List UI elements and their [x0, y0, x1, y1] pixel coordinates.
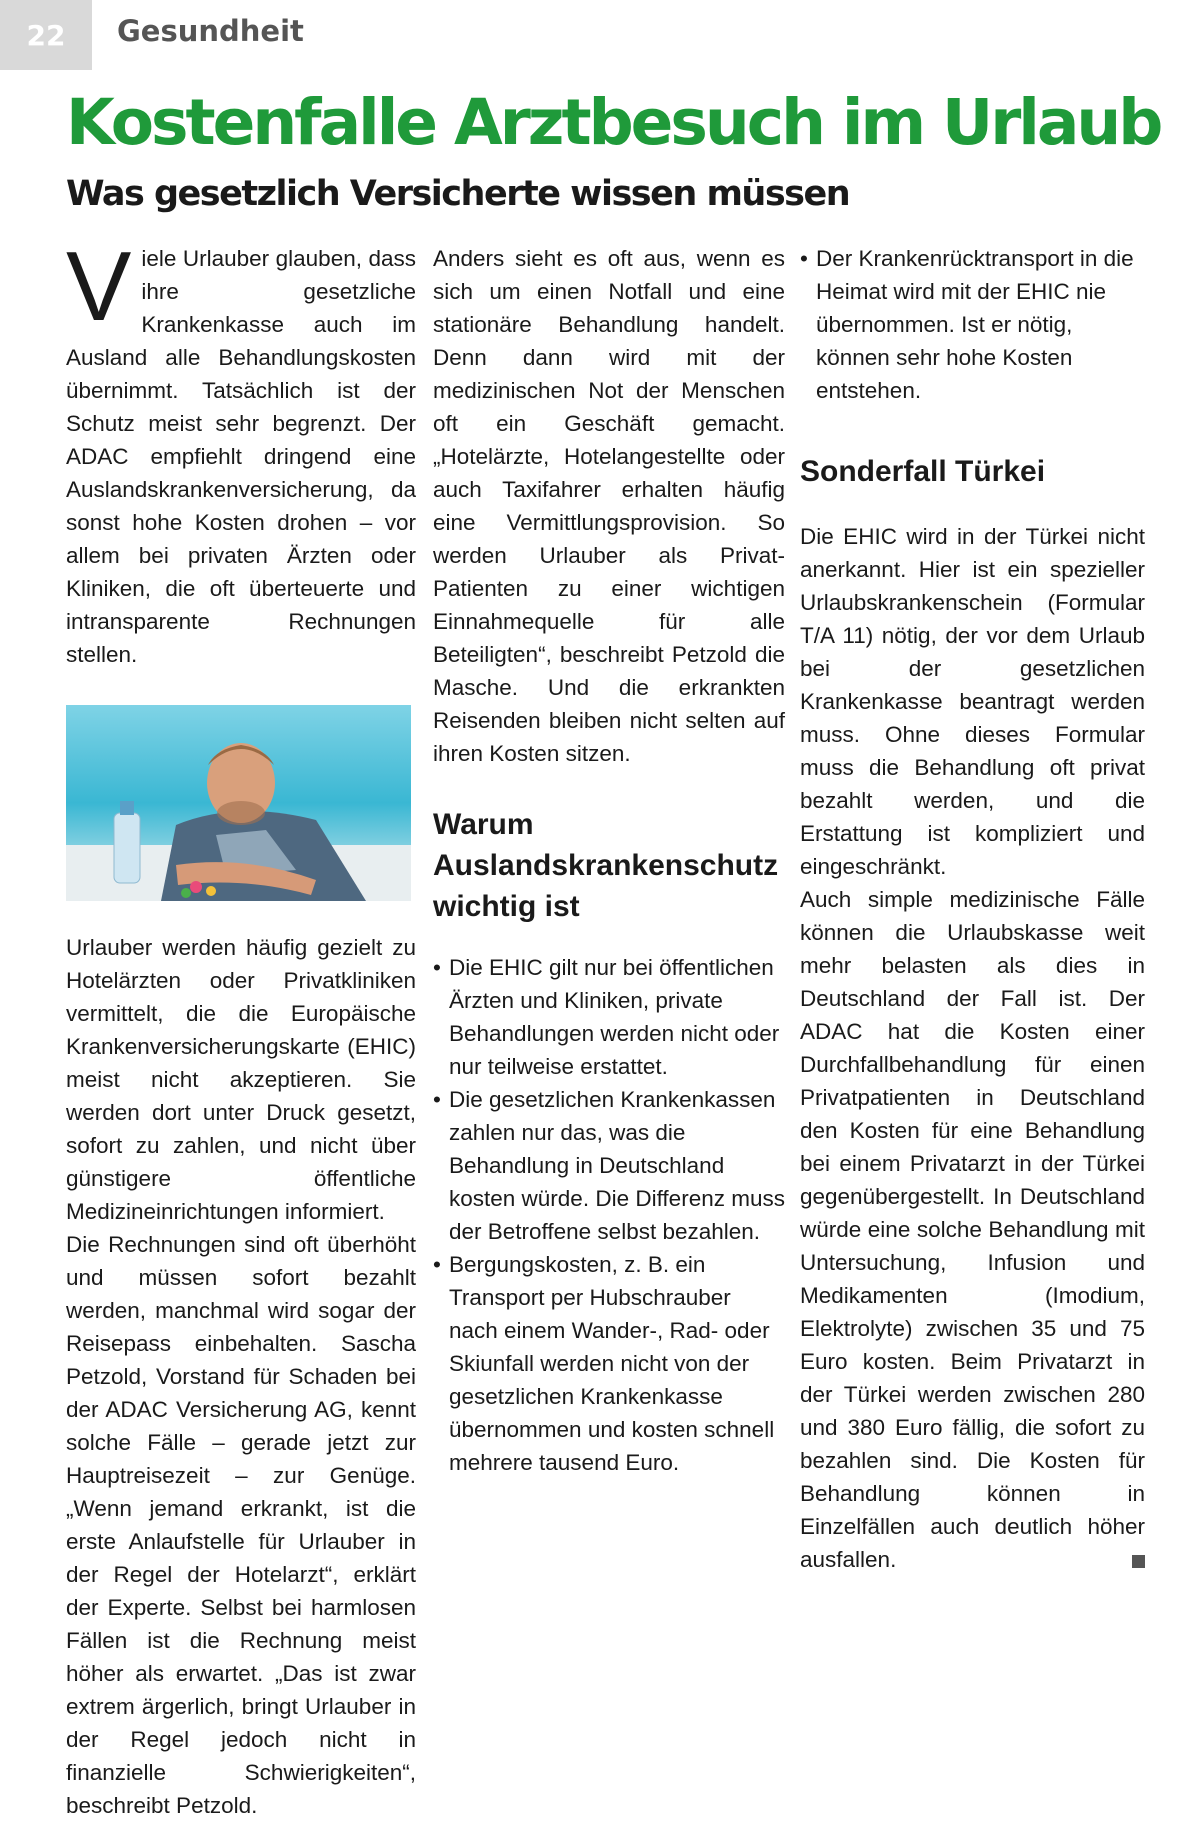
end-mark-icon [1132, 1555, 1145, 1568]
subhead-sonderfall-tuerkei: Sonderfall Türkei [800, 455, 1046, 488]
paragraph-6-text: Auch simple medizinische Fälle können die Urlaubskasse weit mehr belasten als dies in Deutschland der Fall ist. Der ADAC hat die Kosten einer Durchfallbehandlung für einen Privatpatienten in Deutschland den Kosten für eine Behandlung bei einem Privatarzt in der Türkei gegenübergestellt. In Deutschland würde eine solche Behandlung mit Untersuchung, Infusion und Medikamenten (Imodium, Elektrolyte) zwischen 35 und 75 Euro kosten. Beim Privatarzt in der Türkei werden zwischen 280 und 380 Euro fällig, die sofort zu bezahlen sind. Die Kosten für Behandlung können in Einzelfällen auch deutlich höher ausfallen. [800, 887, 1145, 1572]
column-3 [800, 242, 1145, 1576]
bullet-item: • Die gesetzlichen Krankenkassen zahlen nur das, was die Behandlung in Deutschland kosten würde. Die Differenz muss der Betroffene selbst bezahlen. [433, 1083, 785, 1248]
paragraph-5: Die EHIC wird in der Türkei nicht anerkannt. Hier ist ein spezieller Urlaubskrankenschein (Formular T/A 11) nötig, der vor dem Urlaub bei der gesetzlichen Krankenkasse beantragt werden muss. Ohne dieses Formular muss die Behandlung oft privat bezahlt werden, und die Erstattung ist kompliziert und eingeschränkt. [800, 524, 1145, 879]
paragraph-4: Anders sieht es oft aus, wenn es sich um einen Notfall und eine stationäre Behandlung handelt. Denn dann wird mit der medizinischen Not der Menschen oft ein Geschäft gemacht. „Hotelärzte, Hotelangestellte oder auch Taxifahrer erhalten häufig eine Vermittlungsprovision. So werden Urlauber als Privat-Patienten zu einer wichtigen Einnahmequelle für alle Beteiligten“, beschreibt Petzold die Masche. Und die erkrankten Reisenden bleiben nicht selten auf ihren Kosten sitzen. [433, 246, 785, 766]
paragraph-2: Urlauber werden häufig gezielt zu Hotelärzten oder Privatkliniken vermittelt, die die Europäische Krankenversicherungskarte (EHIC) meist nicht akzeptieren. Sie werden dort unter Druck gesetzt, sofort zu zahlen, und nicht über günstigere öffentliche Medizineinrichtungen informiert. [66, 935, 416, 1224]
bullet-item: • Bergungskosten, z. B. ein Transport per Hubschrauber nach einem Wander-, Rad- oder Skiunfall werden nicht von der gesetzlichen Krankenkasse übernommen und kosten schnell mehrere tausend Euro. [433, 1248, 785, 1479]
article-title: Kostenfalle Arztbesuch im Urlaub [66, 86, 1161, 159]
column-1 [66, 231, 416, 1822]
paragraph-3: Die Rechnungen sind oft überhöht und müssen sofort bezahlt werden, manchmal wird sogar der Reisepass einbehalten. Sascha Petzold, Vorstand für Schaden bei der ADAC Versicherung AG, kennt solche Fälle – gerade jetzt zur Hauptreisezeit – zur Genüge. „Wenn jemand erkrankt, ist die erste Anlaufstelle für Urlauber in der Regel der Hotelarzt“, erklärt der Experte. Selbst bei harmlosen Fällen ist die Rechnung meist höher als erwartet. „Das ist zwar extrem ärgerlich, bringt Urlauber in der Regel jedoch nicht in finanzielle Schwierigkeiten“, beschreibt Petzold. [66, 1232, 416, 1818]
intro-paragraph [66, 231, 416, 671]
intro-text: iele Urlauber glauben, dass ihre gesetzliche Krankenkasse auch im Ausland alle Behandlungskosten übernimmt. Tatsächlich ist der Schutz meist sehr begrenzt. Der ADAC empfiehlt dringend eine Auslandskrankenversicherung, da sonst hohe Kosten drohen – vor allem bei privaten Ärzten oder Kliniken, die oft überteuerte und intransparente Rechnungen stellen. [66, 246, 416, 667]
photo-man-on-beach [66, 705, 411, 901]
subhead-auslandskrankenschutz: Warum Auslandskrankenschutz wichtig ist [433, 808, 779, 923]
page-number: 22 [0, 0, 92, 70]
paragraph-6 [800, 883, 1145, 1576]
bullet-item: • Der Krankenrücktransport in die Heimat wird mit der EHIC nie übernommen. Ist er nötig, können sehr hohe Kosten entstehen. [800, 242, 1145, 407]
article-subtitle: Was gesetzlich Versicherte wissen müssen [66, 174, 850, 214]
bullet-item: • Die EHIC gilt nur bei öffentlichen Ärzten und Kliniken, private Behandlungen werden nicht oder nur teilweise erstattet. [433, 951, 785, 1083]
section-label: Gesundheit [117, 14, 304, 48]
bullet-list [433, 951, 785, 1479]
column-2 [433, 242, 785, 1479]
dropcap: V [66, 231, 132, 341]
bullet-list-continued [800, 242, 1145, 407]
